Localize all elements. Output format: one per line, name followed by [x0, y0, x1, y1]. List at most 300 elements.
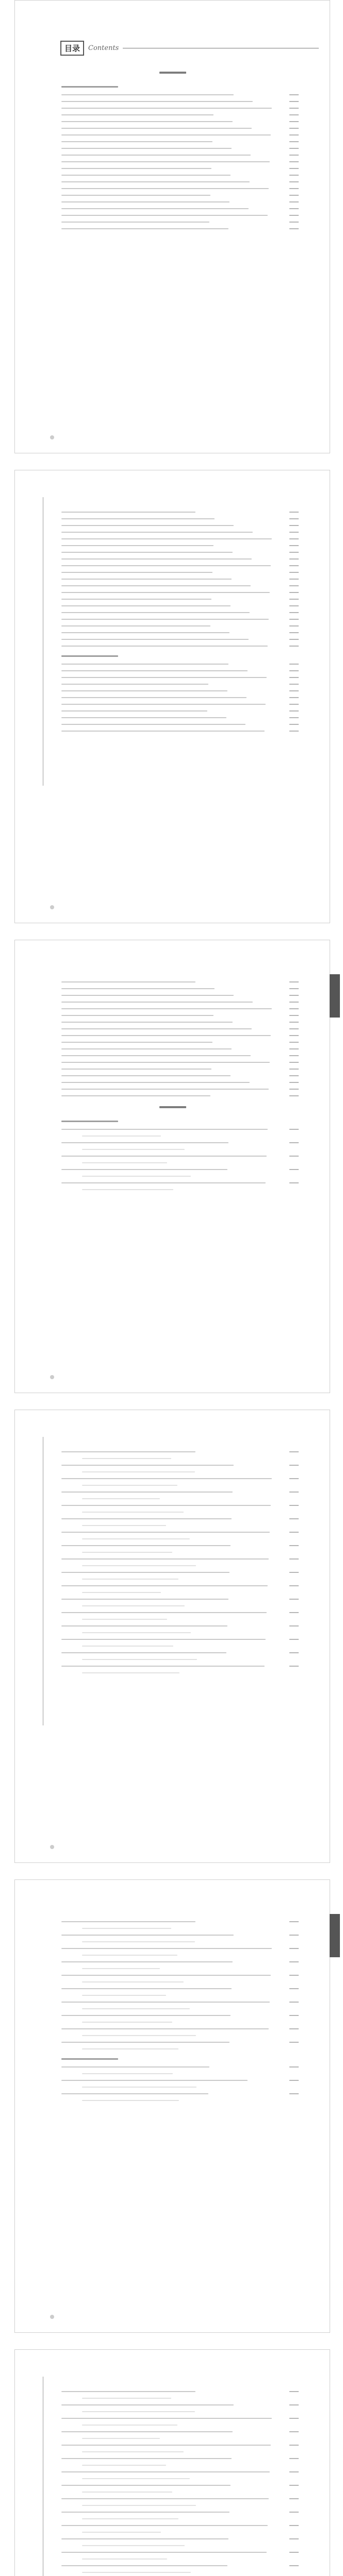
toc-page — [14, 470, 330, 923]
toc-entry-list — [61, 981, 282, 1363]
page-number — [289, 558, 299, 560]
toc-entry[interactable] — [61, 155, 251, 156]
toc-entry[interactable] — [61, 1505, 271, 1506]
page-number — [289, 518, 299, 519]
toc-entry[interactable] — [61, 121, 233, 122]
page-number — [289, 988, 299, 989]
toc-entry-publisher — [82, 1981, 184, 1982]
page-number — [289, 1478, 299, 1479]
chapter-side-tab — [330, 1914, 340, 1957]
toc-entry[interactable] — [61, 545, 214, 546]
toc-entry[interactable] — [61, 195, 210, 196]
toc-entry[interactable] — [61, 108, 272, 109]
toc-entry[interactable] — [61, 1451, 195, 1452]
toc-entry[interactable] — [61, 2445, 271, 2446]
toc-entry[interactable] — [61, 1478, 272, 1479]
toc-entry[interactable] — [61, 731, 265, 732]
toc-entry[interactable] — [61, 215, 268, 216]
toc-entry[interactable] — [61, 2391, 195, 2392]
toc-entry[interactable] — [61, 2552, 267, 2553]
toc-entry[interactable] — [61, 175, 231, 176]
toc-entry[interactable] — [61, 677, 267, 678]
page-number — [289, 1975, 299, 1976]
page-number — [289, 1015, 299, 1016]
page-number — [289, 2512, 299, 2513]
page-number — [289, 2498, 299, 2499]
toc-entry[interactable] — [61, 2002, 270, 2003]
page-number — [289, 1022, 299, 1023]
page-number — [289, 1129, 299, 1130]
page-folio — [50, 1375, 54, 1379]
toc-entry[interactable] — [61, 168, 211, 169]
toc-entry[interactable] — [61, 518, 215, 519]
toc-entry-publisher — [82, 1458, 171, 1459]
page-number — [289, 155, 299, 156]
toc-entry[interactable] — [61, 538, 272, 539]
page-number — [289, 625, 299, 626]
toc-entry[interactable] — [61, 1055, 251, 1056]
chapter-side-tab — [330, 974, 340, 1018]
toc-entry[interactable] — [61, 1492, 233, 1493]
page-number — [289, 1921, 299, 1922]
toc-entry[interactable] — [61, 228, 228, 229]
page-number — [289, 2080, 299, 2081]
page-number — [289, 94, 299, 95]
page-number — [289, 1666, 299, 1667]
page-number — [289, 1652, 299, 1653]
page-number — [289, 1585, 299, 1586]
page-number — [289, 108, 299, 109]
toc-entry[interactable] — [61, 1028, 252, 1029]
toc-page — [14, 1879, 330, 2333]
page-number — [289, 538, 299, 539]
toc-entry-publisher — [82, 1619, 167, 1620]
toc-entry[interactable] — [61, 2498, 269, 2499]
toc-entry-publisher — [82, 1579, 178, 1580]
page-number — [289, 1156, 299, 1157]
page-number — [289, 2431, 299, 2432]
toc-entry-publisher — [82, 1995, 166, 1996]
page-number — [289, 1639, 299, 1640]
toc-entry-publisher — [82, 1525, 166, 1526]
page-number — [289, 545, 299, 546]
toc-entry[interactable] — [61, 1095, 210, 1096]
toc-entry[interactable] — [61, 646, 268, 647]
page-number — [289, 228, 299, 229]
toc-entry-publisher — [82, 2008, 190, 2009]
toc-entry[interactable] — [61, 1169, 227, 1170]
page-number — [289, 1545, 299, 1546]
toc-entry-publisher — [82, 1189, 173, 1190]
toc-entry[interactable] — [61, 664, 228, 665]
toc-entry[interactable] — [61, 1558, 269, 1560]
toc-entry-publisher — [82, 1605, 185, 1606]
page-number — [289, 717, 299, 718]
toc-entry-publisher — [82, 2035, 196, 2036]
page-number — [289, 175, 299, 176]
toc-entry-list — [61, 512, 282, 893]
page-number — [289, 1095, 299, 1096]
toc-entry[interactable] — [61, 94, 234, 95]
part-heading — [61, 2058, 118, 2060]
part-heading — [61, 655, 118, 657]
toc-entry[interactable] — [61, 558, 252, 560]
toc-entry-list — [61, 1921, 282, 2302]
toc-entry-publisher — [82, 1565, 196, 1566]
page-number — [289, 215, 299, 216]
page-number — [289, 646, 299, 647]
toc-entry[interactable] — [61, 2525, 268, 2526]
toc-entry[interactable] — [61, 1082, 250, 1083]
toc-entry[interactable] — [61, 670, 248, 671]
page-number — [289, 1169, 299, 1170]
toc-entry-publisher — [82, 2073, 173, 2074]
toc-entry-publisher — [82, 2451, 184, 2452]
toc-page — [14, 2349, 330, 2576]
toc-entry-publisher — [82, 2438, 160, 2439]
page-number — [289, 579, 299, 580]
page-folio — [50, 435, 54, 439]
page-number — [289, 670, 299, 671]
toc-entry[interactable] — [61, 148, 232, 149]
toc-entry[interactable] — [61, 201, 230, 202]
page-number — [289, 161, 299, 162]
part-heading — [61, 86, 118, 88]
page-number — [289, 619, 299, 620]
page-number — [289, 552, 299, 553]
toc-entry-publisher — [82, 1176, 191, 1177]
page-number — [289, 1572, 299, 1573]
page-number — [289, 1935, 299, 1936]
toc-entry[interactable] — [61, 1599, 228, 1600]
toc-entry-publisher — [82, 2087, 197, 2088]
toc-entry[interactable] — [61, 2028, 269, 2029]
toc-entry[interactable] — [61, 2042, 230, 2043]
toc-entry[interactable] — [61, 512, 195, 513]
page-number — [289, 2042, 299, 2043]
page-number — [289, 639, 299, 640]
toc-entry[interactable] — [61, 161, 270, 162]
toc-entry[interactable] — [61, 1666, 265, 1667]
toc-entry[interactable] — [61, 1142, 228, 1143]
page-number — [289, 995, 299, 996]
toc-entry[interactable] — [61, 1921, 195, 1922]
toc-entry-publisher — [82, 2492, 172, 2493]
toc-entry[interactable] — [61, 585, 251, 586]
toc-entry[interactable] — [61, 717, 226, 718]
page-number — [289, 195, 299, 196]
toc-entry-list — [61, 67, 282, 423]
toc-entry[interactable] — [61, 1035, 271, 1036]
page-number — [289, 141, 299, 142]
toc-entry[interactable] — [61, 2080, 248, 2081]
page-number — [289, 981, 299, 982]
part-heading — [61, 1121, 118, 1122]
toc-entry[interactable] — [61, 2431, 233, 2432]
toc-entry-publisher — [82, 1136, 161, 1137]
page-number — [289, 605, 299, 606]
toc-entry-publisher — [82, 1512, 184, 1513]
page-number — [289, 1451, 299, 1452]
toc-entry[interactable] — [61, 181, 250, 182]
page-number — [289, 532, 299, 533]
page-number — [289, 724, 299, 725]
page-number — [289, 1069, 299, 1070]
page-number — [289, 684, 299, 685]
toc-heading — [60, 41, 319, 56]
toc-entry[interactable] — [61, 1069, 211, 1070]
toc-entry-publisher — [82, 2572, 191, 2573]
toc-entry-publisher — [82, 1646, 173, 1647]
page-number — [289, 1075, 299, 1076]
page-number — [289, 2391, 299, 2392]
page-number — [289, 512, 299, 513]
page-number — [289, 148, 299, 149]
toc-entry[interactable] — [61, 2485, 231, 2486]
toc-entry-publisher — [82, 1485, 177, 1486]
toc-entry[interactable] — [61, 1156, 267, 1157]
toc-entry-publisher — [82, 1552, 172, 1553]
toc-entry[interactable] — [61, 2093, 208, 2094]
toc-entry[interactable] — [61, 572, 213, 573]
toc-entry-publisher — [82, 2100, 179, 2101]
page-number — [289, 1599, 299, 1600]
page-number — [289, 710, 299, 711]
page-number — [289, 2525, 299, 2526]
toc-entry[interactable] — [61, 599, 211, 600]
page-number — [289, 1002, 299, 1003]
toc-entry[interactable] — [61, 1545, 231, 1546]
toc-entry[interactable] — [61, 525, 234, 526]
toc-entry[interactable] — [61, 1612, 267, 1613]
toc-entry-publisher — [82, 2425, 177, 2426]
page-number — [289, 114, 299, 115]
toc-entry[interactable] — [61, 2015, 231, 2016]
toc-entry[interactable] — [61, 114, 214, 115]
toc-entry-publisher — [82, 2022, 172, 2023]
toc-page — [14, 0, 330, 453]
toc-entry[interactable] — [61, 579, 232, 580]
toc-entry[interactable] — [61, 222, 209, 223]
toc-entry[interactable] — [61, 1042, 213, 1043]
toc-entry[interactable] — [61, 2512, 230, 2513]
page-number — [289, 1625, 299, 1626]
toc-entry[interactable] — [61, 1652, 226, 1653]
page-folio — [50, 1845, 54, 1849]
page-number — [289, 704, 299, 705]
toc-entry[interactable] — [61, 988, 215, 989]
toc-entry[interactable] — [61, 1935, 234, 1936]
toc-entry-publisher — [82, 2465, 166, 2466]
page-number — [289, 101, 299, 102]
page-number — [289, 525, 299, 526]
page-number — [289, 1612, 299, 1613]
toc-entry-publisher — [82, 1471, 195, 1472]
toc-title-english: Contents — [88, 44, 119, 52]
toc-entry[interactable] — [61, 1988, 232, 1989]
page-number — [289, 677, 299, 678]
toc-entry-publisher — [82, 2048, 178, 2049]
toc-entry[interactable] — [61, 2565, 227, 2566]
toc-entry[interactable] — [61, 1062, 270, 1063]
page-number — [289, 1182, 299, 1183]
toc-entry[interactable] — [61, 1182, 266, 1183]
toc-page — [14, 940, 330, 1393]
toc-entry-publisher — [82, 1659, 197, 1660]
page-number — [289, 188, 299, 189]
page-number — [289, 134, 299, 135]
toc-entry[interactable] — [61, 1639, 266, 1640]
toc-entry[interactable] — [61, 690, 227, 691]
toc-entry-publisher — [82, 1538, 190, 1539]
page-number — [289, 1961, 299, 1962]
page-number — [289, 664, 299, 665]
page-number — [289, 1048, 299, 1049]
page-number — [289, 599, 299, 600]
toc-entry[interactable] — [61, 565, 271, 566]
toc-entry[interactable] — [61, 981, 195, 982]
toc-entry[interactable] — [61, 605, 231, 606]
toc-entry[interactable] — [61, 1048, 232, 1049]
page-number — [289, 1988, 299, 1989]
page-number — [289, 1028, 299, 1029]
page-folio — [50, 905, 54, 909]
toc-entry-publisher — [82, 2398, 171, 2399]
page-number — [289, 1558, 299, 1560]
toc-entry[interactable] — [61, 552, 233, 553]
toc-entry-list — [61, 2391, 282, 2576]
toc-entry[interactable] — [61, 2471, 270, 2472]
page-number — [289, 1055, 299, 1056]
toc-entry[interactable] — [61, 1002, 253, 1003]
toc-entry-publisher — [82, 1928, 171, 1929]
toc-entry-publisher — [82, 1149, 185, 1150]
toc-entry[interactable] — [61, 704, 266, 705]
page-number — [289, 1008, 299, 1009]
toc-entry[interactable] — [61, 1022, 233, 1023]
toc-entry[interactable] — [61, 592, 270, 593]
toc-entry[interactable] — [61, 619, 269, 620]
page-number — [289, 121, 299, 122]
page-number — [289, 1492, 299, 1493]
toc-entry-publisher — [82, 1162, 167, 1163]
toc-entry-publisher — [82, 2478, 190, 2479]
toc-entry[interactable] — [61, 1465, 234, 1466]
page-number — [289, 2093, 299, 2094]
page-number — [289, 1505, 299, 1506]
toc-entry[interactable] — [61, 2458, 232, 2459]
book-spine-margin — [36, 497, 43, 786]
page-number — [289, 1465, 299, 1466]
toc-entry[interactable] — [61, 1089, 269, 1090]
page-number — [289, 128, 299, 129]
page-number — [289, 585, 299, 586]
page-number — [289, 2404, 299, 2405]
toc-entry[interactable] — [61, 1075, 231, 1076]
page-number — [289, 201, 299, 202]
toc-entry[interactable] — [61, 134, 271, 135]
toc-entry[interactable] — [61, 1572, 230, 1573]
toc-title-text: 目录 — [60, 41, 84, 56]
page-number — [289, 632, 299, 633]
page-number — [289, 592, 299, 593]
toc-entry[interactable] — [61, 1008, 272, 1009]
toc-entry[interactable] — [61, 101, 253, 102]
toc-entry[interactable] — [61, 1015, 214, 1016]
page-number — [289, 2471, 299, 2472]
toc-entry-publisher — [82, 2505, 196, 2506]
page-number — [289, 1532, 299, 1533]
page-number — [289, 690, 299, 691]
toc-entry[interactable] — [61, 1532, 270, 1533]
toc-entry[interactable] — [61, 2066, 209, 2067]
book-spine-margin — [36, 1437, 43, 1725]
toc-entry[interactable] — [61, 724, 246, 725]
toc-entry[interactable] — [61, 188, 269, 189]
toc-entry-publisher — [82, 2532, 161, 2533]
page-number — [289, 1518, 299, 1519]
toc-entry[interactable] — [61, 639, 249, 640]
toc-entry-publisher — [82, 2558, 167, 2560]
toc-entry[interactable] — [61, 2418, 272, 2419]
page-number — [289, 168, 299, 169]
toc-entry[interactable] — [61, 208, 249, 209]
toc-entry[interactable] — [61, 625, 210, 626]
page-number — [289, 1042, 299, 1043]
toc-page — [14, 1410, 330, 1863]
page-number — [289, 1082, 299, 1083]
toc-entry-publisher — [82, 2545, 185, 2546]
toc-entry-publisher — [82, 2518, 178, 2519]
toc-entry[interactable] — [61, 632, 230, 633]
toc-entry-list — [61, 1451, 282, 1833]
page-number — [289, 1948, 299, 1949]
toc-entry[interactable] — [61, 995, 234, 996]
toc-entry[interactable] — [61, 2404, 234, 2405]
toc-entry[interactable] — [61, 1129, 268, 1130]
toc-entry[interactable] — [61, 1585, 268, 1586]
toc-entry[interactable] — [61, 532, 253, 533]
toc-entry[interactable] — [61, 1961, 233, 1962]
section-heading — [159, 72, 186, 74]
page-number — [289, 697, 299, 698]
toc-entry[interactable] — [61, 141, 213, 142]
toc-entry[interactable] — [61, 710, 207, 711]
page-number — [289, 612, 299, 613]
page-folio — [50, 2315, 54, 2319]
book-spine-margin — [36, 2377, 43, 2576]
page-number — [289, 2066, 299, 2067]
toc-entry[interactable] — [61, 684, 208, 685]
toc-entry[interactable] — [61, 1975, 271, 1976]
toc-entry[interactable] — [61, 2538, 228, 2539]
toc-entry[interactable] — [61, 1518, 232, 1519]
page-number — [289, 2418, 299, 2419]
page-number — [289, 565, 299, 566]
toc-entry[interactable] — [61, 1625, 227, 1626]
toc-entry-publisher — [82, 1498, 160, 1499]
toc-entry[interactable] — [61, 1948, 272, 1949]
toc-entry[interactable] — [61, 612, 250, 613]
page-number — [289, 1089, 299, 1090]
toc-entry[interactable] — [61, 128, 252, 129]
toc-entry-publisher — [82, 2411, 195, 2412]
page-number — [289, 1142, 299, 1143]
toc-entry-publisher — [82, 1592, 161, 1593]
toc-entry[interactable] — [61, 697, 247, 698]
toc-entry-publisher — [82, 1632, 191, 1633]
toc-entry-publisher — [82, 1672, 179, 1673]
